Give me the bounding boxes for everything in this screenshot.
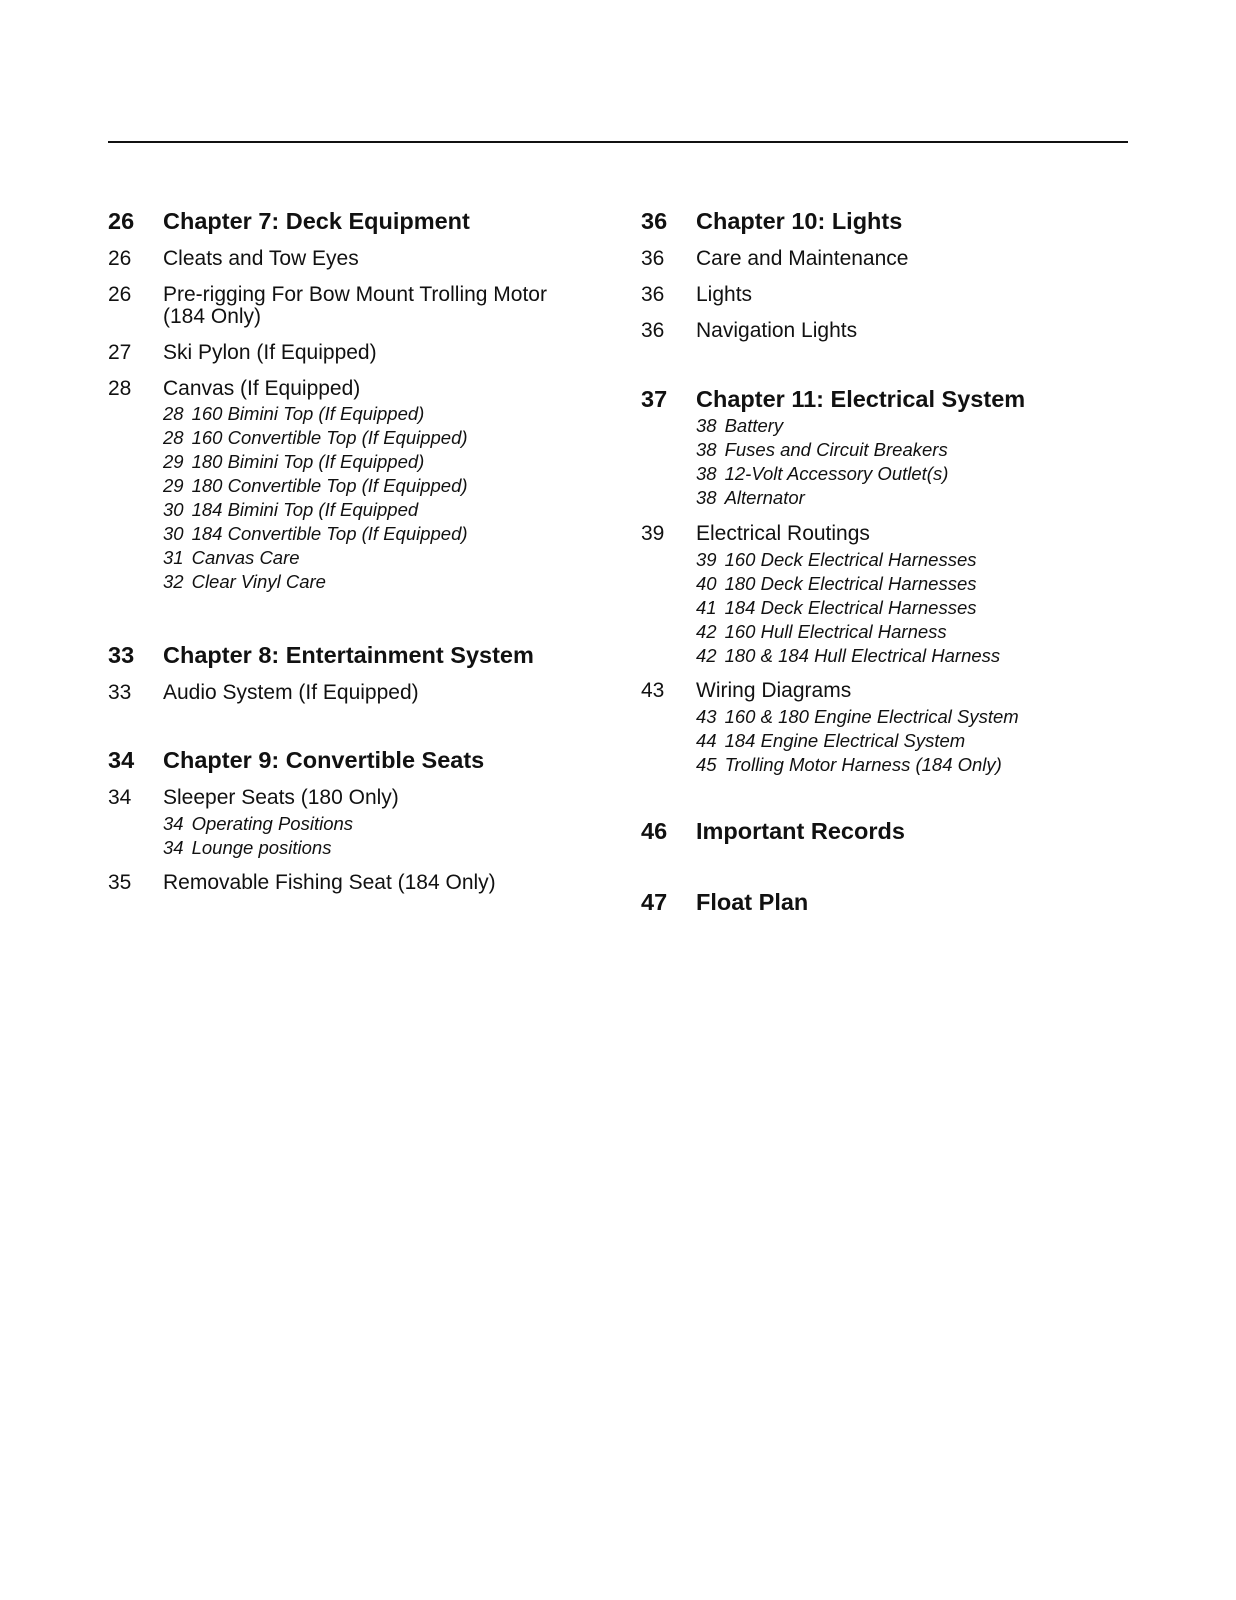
page-number: 39 <box>641 522 665 545</box>
subentry-title: 160 & 180 Engine Electrical System <box>724 706 1019 727</box>
toc-column-right <box>641 206 1161 917</box>
page-number: 33 <box>108 681 132 704</box>
toc-entry-cleats[interactable] <box>108 248 628 270</box>
chapter-title: Chapter 10: Lights <box>696 208 903 234</box>
page-number: 34 <box>163 837 184 858</box>
toc-entry-prerigging[interactable] <box>108 284 578 328</box>
page-number: 27 <box>108 341 132 364</box>
subentry-title: 180 Bimini Top (If Equipped) <box>191 451 425 472</box>
toc-subentry[interactable] <box>641 753 1161 777</box>
toc-float-plan[interactable] <box>641 887 1161 917</box>
toc-entry-fishing-seat[interactable] <box>108 872 628 894</box>
page-number: 26 <box>108 283 132 306</box>
subentry-title: 184 Bimini Top (If Equipped <box>191 499 419 520</box>
page-number: 34 <box>108 747 135 773</box>
toc-subentry[interactable] <box>108 812 628 836</box>
entry-title: Navigation Lights <box>696 319 858 342</box>
entry-title: Care and Maintenance <box>696 247 909 270</box>
header-rule <box>108 141 1128 143</box>
toc-entry-canvas[interactable] <box>108 378 628 400</box>
subentry-title: 180 Convertible Top (If Equipped) <box>191 475 468 496</box>
subentry-title: Battery <box>724 415 784 436</box>
chapter-title: Chapter 9: Convertible Seats <box>163 747 485 773</box>
toc-column-left <box>108 206 628 894</box>
subentry-title: 160 Deck Electrical Harnesses <box>724 549 977 570</box>
page-number: 38 <box>696 463 717 484</box>
chapter-title: Chapter 8: Entertainment System <box>163 642 534 668</box>
page-number: 38 <box>696 415 717 436</box>
page-number: 46 <box>641 818 668 844</box>
toc-subentry[interactable] <box>641 486 1161 510</box>
canvas-subentries <box>108 402 628 594</box>
chapter-title: Chapter 7: Deck Equipment <box>163 208 470 234</box>
toc-subentry[interactable] <box>108 402 628 426</box>
page-number: 34 <box>163 813 184 834</box>
toc-entry-electrical-routings[interactable] <box>641 523 1161 545</box>
subentry-title: 160 Bimini Top (If Equipped) <box>191 403 425 424</box>
toc-entry-sleeper-seats[interactable] <box>108 787 628 809</box>
subentry-title: 180 & 184 Hull Electrical Harness <box>724 645 1001 666</box>
page-number: 29 <box>163 451 184 472</box>
page-number: 26 <box>108 247 132 270</box>
entry-title: Wiring Diagrams <box>696 679 852 702</box>
page-number: 28 <box>163 427 184 448</box>
toc-subentry[interactable] <box>641 548 1161 572</box>
chapter-title: Float Plan <box>696 889 809 915</box>
toc-subentry[interactable] <box>641 438 1161 462</box>
toc-subentry[interactable] <box>641 414 1161 438</box>
toc-chapter-10[interactable] <box>641 206 1161 236</box>
entry-title: Pre-rigging For Bow Mount Trolling Motor (184 Only) <box>163 283 547 328</box>
toc-chapter-7[interactable] <box>108 206 628 236</box>
page-number: 35 <box>108 871 132 894</box>
page-number: 42 <box>696 621 717 642</box>
toc-chapter-11[interactable] <box>641 384 1161 414</box>
toc-important-records[interactable] <box>641 816 1161 846</box>
page-number: 43 <box>641 679 665 702</box>
page-number: 30 <box>163 523 184 544</box>
subentry-title: Alternator <box>724 487 805 508</box>
toc-subentry[interactable] <box>108 498 628 522</box>
entry-title: Audio System (If Equipped) <box>163 681 419 704</box>
entry-title: Ski Pylon (If Equipped) <box>163 341 377 364</box>
page-number: 47 <box>641 889 668 915</box>
toc-chapter-9[interactable] <box>108 745 628 775</box>
subentry-title: 160 Convertible Top (If Equipped) <box>191 427 468 448</box>
page-number: 41 <box>696 597 717 618</box>
toc-subentry[interactable] <box>108 474 628 498</box>
toc-subentry[interactable] <box>641 644 1161 668</box>
toc-subentry[interactable] <box>108 522 628 546</box>
page-number: 38 <box>696 487 717 508</box>
page-number: 44 <box>696 730 717 751</box>
toc-subentry[interactable] <box>641 596 1161 620</box>
page-number: 38 <box>696 439 717 460</box>
page-number: 31 <box>163 547 184 568</box>
entry-title: Canvas (If Equipped) <box>163 377 361 400</box>
entry-title: Removable Fishing Seat (184 Only) <box>163 871 496 894</box>
subentry-title: 184 Convertible Top (If Equipped) <box>191 523 468 544</box>
page-number: 36 <box>641 319 665 342</box>
subentry-title: 184 Engine Electrical System <box>724 730 966 751</box>
page-number: 43 <box>696 706 717 727</box>
toc-entry-ski-pylon[interactable] <box>108 342 628 364</box>
toc-subentry[interactable] <box>108 546 628 570</box>
toc-subentry[interactable] <box>108 570 628 594</box>
page-number: 32 <box>163 571 184 592</box>
page-number: 36 <box>641 247 665 270</box>
subentry-title: Operating Positions <box>191 813 354 834</box>
page-number: 33 <box>108 642 135 668</box>
subentry-title: 184 Deck Electrical Harnesses <box>724 597 977 618</box>
chapter-title: Important Records <box>696 818 905 844</box>
toc-subentry[interactable] <box>108 836 628 860</box>
entry-title: Electrical Routings <box>696 522 870 545</box>
entry-title: Cleats and Tow Eyes <box>163 247 359 270</box>
page-number: 30 <box>163 499 184 520</box>
toc-subentry[interactable] <box>641 705 1161 729</box>
entry-title: Sleeper Seats (180 Only) <box>163 786 399 809</box>
toc-entry-wiring-diagrams[interactable] <box>641 680 1161 702</box>
subentry-title: Clear Vinyl Care <box>191 571 326 592</box>
chapter-title: Chapter 11: Electrical System <box>696 386 1026 412</box>
toc-subentry[interactable] <box>641 620 1161 644</box>
subentry-title: Fuses and Circuit Breakers <box>724 439 948 460</box>
page-number: 34 <box>108 786 132 809</box>
subentry-title: 160 Hull Electrical Harness <box>724 621 947 642</box>
entry-title: Lights <box>696 283 753 306</box>
toc-subentry[interactable] <box>641 572 1161 596</box>
subentry-title: 12-Volt Accessory Outlet(s) <box>724 463 949 484</box>
page-number: 40 <box>696 573 717 594</box>
toc-subentry[interactable] <box>108 426 628 450</box>
subentry-title: Lounge positions <box>191 837 332 858</box>
page-number: 26 <box>108 208 135 234</box>
routing-subentries <box>641 548 1161 668</box>
sleeper-subentries <box>108 812 628 860</box>
page-number: 29 <box>163 475 184 496</box>
page-number: 36 <box>641 283 665 306</box>
page-number: 39 <box>696 549 717 570</box>
subentry-title: 180 Deck Electrical Harnesses <box>724 573 977 594</box>
page-number: 28 <box>108 377 132 400</box>
toc-subentry[interactable] <box>641 462 1161 486</box>
page-number: 37 <box>641 386 668 412</box>
toc-entry-care[interactable] <box>641 248 1161 270</box>
toc-entry-lights[interactable] <box>641 284 1161 306</box>
subentry-title: Canvas Care <box>191 547 300 568</box>
toc-entry-navigation-lights[interactable] <box>641 320 1161 342</box>
toc-entry-audio[interactable] <box>108 682 628 704</box>
subentry-title: Trolling Motor Harness (184 Only) <box>724 754 1002 775</box>
toc-subentry[interactable] <box>108 450 628 474</box>
page-number: 28 <box>163 403 184 424</box>
wiring-subentries <box>641 705 1161 777</box>
page-number: 45 <box>696 754 717 775</box>
electrical-subentries <box>641 414 1161 510</box>
page-number: 36 <box>641 208 668 234</box>
page-number: 42 <box>696 645 717 666</box>
toc-subentry[interactable] <box>641 729 1161 753</box>
toc-chapter-8[interactable] <box>108 640 628 670</box>
